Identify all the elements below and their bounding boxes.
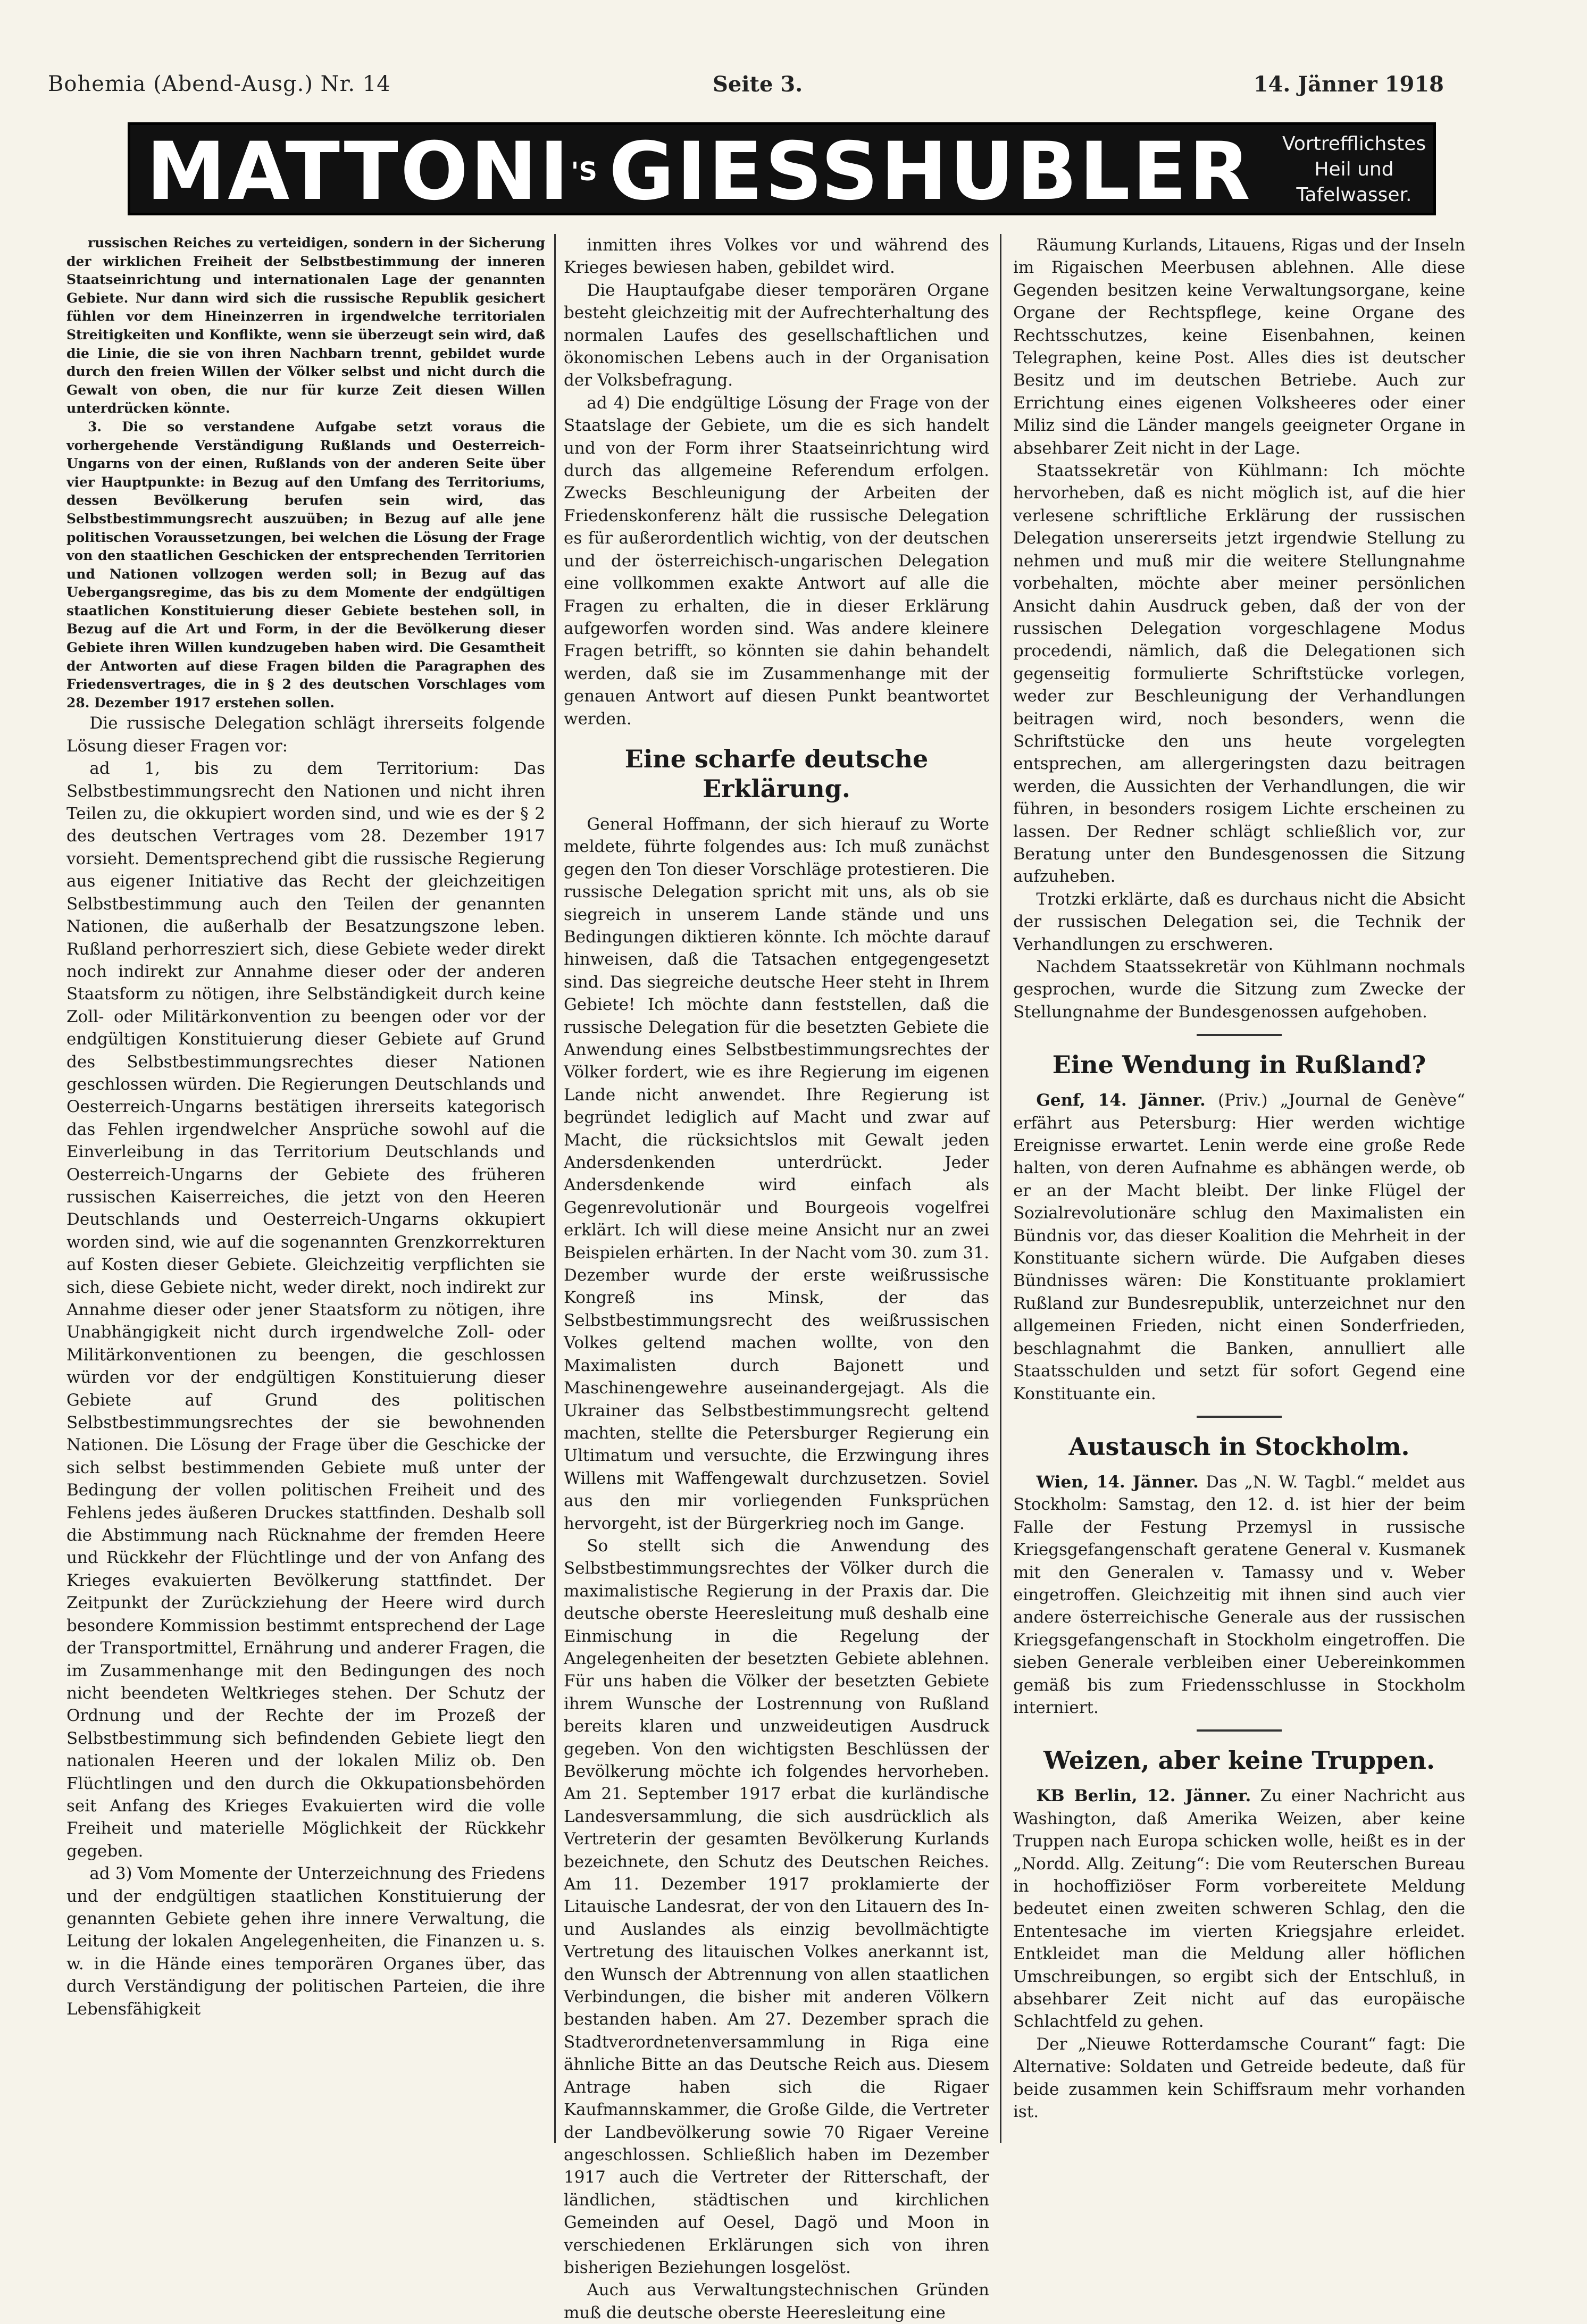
paragraph [1013, 1471, 1465, 1719]
paragraph-text: Das „N. W. Tagbl.“ meldet aus Stockholm: Samstag, den 12. d. ist hier der beim Falle der Festung Przemysl in russische Kriegsgefangenschaft geratene General v. Kusmanek mit den Generalen v. Tamassy und v. Weber eingetroffen. Gleichzeitig mit ihnen sind auch vier andere österreichische Generale aus der russischen Kriegsgefangenschaft in Stockholm eingetroffen. Die sieben Generale verbleiben einer Uebereinkommen gemäß bis zum Friedensschlusse in Stockholm interniert. [1013, 1472, 1466, 1717]
paragraph [1013, 1785, 1465, 2033]
paragraph: Räumung Kurlands, Litauens, Rigas und der Inseln im Rigaischen Meerbusen ablehnen. Alle diese Gegenden besitzen keine Verwaltungsorgane, keine Organe der Rechtspflege, keine Organe des Rechtsschutzes, keine Eisenbahnen, keinen Telegraphen, keine Post. Alles dies ist deutscher Besitz und im deutschen Betriebe. Auch zur Errichtung eines eigenen Volksheeres oder einer Miliz sind die Länder mangels geeigneter Organe in absehbarer Zeit nicht in der Lage. [1013, 236, 1465, 458]
running-header [48, 66, 1444, 104]
ad-brand-mattoni: MATTONI [146, 126, 571, 218]
article-headline: Austausch in Stockholm. [1068, 1432, 1410, 1461]
paragraph: inmitten ihres Volkes vor und während des Krieges bewiesen haben, gebildet wird. [564, 236, 989, 278]
article-headline: Eine Wendung in Rußland? [1052, 1050, 1426, 1080]
mattoni-advertisement [128, 122, 1436, 218]
paragraph: Nachdem Staatssekretär von Kühlmann nochmals gesprochen, wurde die Sitzung zum Zwecke der Stellungnahme der Bundesgenossen aufgehoben. [1013, 957, 1465, 1022]
paragraph: Auch aus Verwaltungstechnischen Gründen muß die deutsche oberste Heeresleitung eine [564, 2280, 989, 2322]
ad-tagline-line: Heil und [1314, 158, 1394, 180]
paragraph [1013, 1089, 1465, 1405]
ad-tagline [1282, 131, 1426, 208]
ad-tagline-line: Tafelwasser. [1296, 184, 1412, 206]
column-rule [1000, 234, 1001, 2143]
small-print-block [66, 234, 545, 712]
article-headline: Eine scharfe deutsche Erklärung. [624, 744, 929, 803]
paragraph: Die Hauptaufgabe dieser temporären Organe besteht gleichzeitig mit der Aufrechterhaltung des normalen Laufes des gesellschaftlichen und ökonomischen Lebens auch in der Organisation der Volksbefragung. [564, 280, 989, 390]
column-rule [554, 234, 556, 2143]
article-separator [1197, 1034, 1282, 1036]
column-2 [564, 234, 989, 2324]
dateline: Genf, 14. Jänner. [1036, 1091, 1206, 1110]
ad-brand-apostrophe: 'S [571, 157, 597, 187]
paragraph: General Hoffmann, der sich hierauf zu Worte meldete, führte folgendes aus: Ich muß zunächst gegen den Ton dieser Vorschläge protestieren. Die russische Delegation spricht mit uns, als ob sie siegreich in unserem Lande stände und uns Bedingungen diktieren könnte. Ich möchte darauf hinweisen, daß die Tatsachen entgegengesetzt sind. Das siegreiche deutsche Heer steht in Ihrem Gebiete! Ich möchte dann feststellen, daß die russische Delegation für die besetzten Gebiete die Anwendung eines Selbstbestimmungsrechtes der Völker fordert, wie es ihre Regierung im eigenen Lande nicht anwendet. Ihre Regierung ist begründet lediglich auf Macht und zwar auf Macht, die rücksichtslos mit Gewalt jeden Andersdenkenden unterdrückt. Jeder Andersdenkende wird einfach als Gegenrevolutionär und Bourgeois vogelfrei erklärt. Ich will diese meine Ansicht nur an zwei Beispielen erhärten. In der Nacht vom 30. zum 31. Dezember wurde der erste weißrussische Kongreß ins Minsk, der das Selbstbestimmungsrecht des weißrussischen Volkes geltend machen wollte, von den Maximalisten durch Bajonett und Maschinengewehre auseinandergejagt. Als die Ukrainer das Selbstbestimmungsrecht geltend machten, stellte die Petersburger Regierung ein Ultimatum und versuchte, die Erzwingung ihres Willens mit Waffengewalt durchzusetzen. Soviel aus den mir vorliegenden Funksprüchen hervorgeht, ist der Bürgerkrieg noch im Gange. [564, 814, 989, 1533]
article-separator [1197, 1416, 1282, 1418]
paragraph-text: (Priv.) „Journal de Genève“ erfährt aus Petersburg: Hier werden wichtige Ereignisse erwartet. Lenin werde eine große Rede halten, von deren Aufnahme es abhängen werde, ob er an der Macht bleibt. Der linke Flügel der Sozialrevolutionäre schlug den Maximalisten ein Bündnis vor, das dieser Koalition die Mehrheit in der Konstituante sichern würde. Die Aufgaben dieses Bündnisses wären: Die Konstituante proklamiert Rußland zur Bundesrepublik, unterzeichnet nur den allgemeinen Frieden, nicht einen Sonderfrieden, beschlagnahmt die Banken, annulliert alle Staatsschulden und setzt für sofort Gegend eine Konstituante ein. [1013, 1091, 1465, 1403]
dateline: Wien, 14. Jänner. [1036, 1472, 1199, 1492]
paragraph: So stellt sich die Anwendung des Selbstbestimmungsrechtes der Völker durch die maximalistische Regierung in der Praxis dar. Die deutsche oberste Heeresleitung muß deshalb eine Einmischung in die Regelung der Angelegenheiten der besetzten Gebiete ablehnen. Für uns haben die Völker der besetzten Gebiete ihrem Wunsche der Lostrennung von Rußland bereits klaren und unzweideutigen Ausdruck gegeben. Von den wichtigsten Beschlüssen der Bevölkerung möchte ich folgendes hervorheben. Am 21. September 1917 erbat die kurländische Landesversammlung, die sich ausdrücklich als Vertreterin der gesamten Bevölkerung Kurlands bezeichnete, den Schutz des Deutschen Reiches. Am 11. Dezember 1917 proklamierte der Litauische Landesrat, der von den Litauern des In- und Auslandes als einzig bevollmächtigte Vertretung des litauischen Volkes anerkannt ist, den Wunsch der Abtrennung von allen staatlichen Verbindungen, die bisher mit anderen Völkern bestanden haben. Am 27. Dezember sprach die Stadtverordnetenversammlung in Riga eine ähnliche Bitte an das Deutsche Reich aus. Diesem Antrage haben sich die Rigaer Kaufmannskammer, die Große Gilde, die Vertreter der Landbevölkerung sowie 70 Rigaer Vereine angeschlossen. Schließlich haben im Dezember 1917 auch die Vertreter der Ritterschaft, der ländlichen, städtischen und kirchlichen Gemeinden auf Oesel, Dagö und Moon in verschiedenen Erklärungen sich von ihren bisherigen Beziehungen losgelöst. [564, 1536, 989, 2277]
article-headline: Weizen, aber keine Truppen. [1043, 1746, 1435, 1775]
paragraph: Der „Nieuwe Rotterdamsche Courant“ fagt: Die Alternative: Soldaten und Getreide bedeute, daß für beide zusammen kein Schiffsraum mehr vorhanden ist. [1013, 2034, 1465, 2122]
ad-brand-giesshubler: GIESSHUBLER [608, 126, 1252, 218]
article-separator [1197, 1729, 1282, 1732]
ad-brand-name [146, 126, 1252, 218]
dateline: KB Berlin, 12. Jänner. [1036, 1786, 1251, 1806]
header-publication: Bohemia (Abend-Ausg.) Nr. 14 [48, 72, 391, 96]
paragraph: Trotzki erklärte, daß es durchaus nicht die Absicht der russischen Delegation sei, die Technik der Verhandlungen zu erschweren. [1013, 889, 1465, 954]
column-1 [66, 234, 545, 2020]
paragraph: ad 1, bis zu dem Territorium: Das Selbstbestimmungsrecht den Nationen und nicht ihren Teilen zu, die okkupiert worden sind, und wie es der § 2 des deutschen Vertrages vom 28. Dezember 1917 vorsieht. Dementsprechend gibt die russische Regierung aus eigener Initiative das Recht der gleichzeitigen Selbstbestimmung auch den Teilen der genannten Nationen, die außerhalb der Besatzungszone leben. Rußland perhorresziert sich, diese Gebiete weder direkt noch indirekt zur Annahme dieser oder der anderen Staatsform zu nötigen, ihre Selbständigkeit durch keine Zoll- oder Militärkonvention zu beengen oder vor der endgültigen Konstituierung dieser Gebiete auf Grund des Selbstbestimmungsrechtes dieser Nationen geschlossen würden. Die Regierungen Deutschlands und Oesterreich-Ungarns bestätigen ihrerseits kategorisch das Fehlen irgendwelcher Ansprüche sowohl auf die Einverleibung in das Territorium Deutschlands und Oesterreich-Ungarns der Gebiete des früheren russischen Kaiserreiches, die jetzt von den Heeren Deutschlands und Oesterreich-Ungarns okkupiert worden sind, wie auf die sogenannten Grenzkorrekturen auf Kosten dieser Gebiete. Gleichzeitig verpflichten sie sich, diese Gebiete nicht, weder direkt, noch indirekt zur Annahme dieser oder jener Staatsform zu nötigen, ihre Unabhängigkeit nicht durch irgendwelche Zoll- oder Militärkonventionen zu beengen, die geschlossen würden vor der endgültigen Konstituierung dieser Gebiete auf Grund des politischen Selbstbestimmungsrechtes der sie bewohnenden Nationen. Die Lösung der Frage über die Geschicke der sich selbst bestimmenden Gebiete muß unter der Bedingung der vollen politischen Freiheit und des Fehlens jedes äußeren Druckes stattfinden. Deshalb soll die Abstimmung nach Rücknahme der fremden Heere und Rückkehr der Flüchtlinge und der von Anfang des Krieges evakuierten Bevölkerung stattfindet. Der Zeitpunkt der Zurückziehung der Heere wird durch besondere Kommission bestimmt entsprechend der Lage der Transportmittel, Ernährung und anderer Fragen, die im Zusammenhange mit den Bedingungen des noch nicht beendeten Weltkrieges stehen. Der Schutz der Ordnung und der Rechte der im Prozeß der Selbstbestimmung sich befindenden Gebiete liegt den nationalen Heeren und der lokalen Miliz ob. Den Flüchtlingen und den durch die Okkupationsbehörden seit Anfang des Krieges Evakuierten wird die volle Freiheit und materielle Möglichkeit der Rückkehr gegeben. [66, 759, 545, 1861]
column-3 [1013, 234, 1465, 2123]
paragraph-text: Zu einer Nachricht aus Washington, daß Amerika Weizen, aber keine Truppen nach Europa schicken wolle, heißt es in der „Nordd. Allg. Zeitung“: Die vom Reuterschen Bureau in hochoffiziöser Form vorbereitete Meldung bedeutet einen zweiten schweren Schlag, den die Ententesache im vierten Kriegsjahre erleidet. Entkleidet man die Meldung aller höflichen Umschreibungen, so ergibt sich der Entschluß, in absehbarer Zeit nicht auf das europäische Schlachtfeld zu gehen. [1013, 1786, 1466, 2032]
paragraph: russischen Reiches zu verteidigen, sondern in der Sicherung der wirklichen Freiheit der Selbstbestimmung der inneren Staatseinrichtung und internationalen Lage der genannten Gebiete. Nur dann wird sich die russische Republik gesichert fühlen vor dem Hineinzerren in irgendwelche territorialen Streitigkeiten und Konflikte, wenn sie überzeugt sein wird, daß die Linie, die sie von ihren Nachbarn trennt, gebildet wurde durch den freien Willen der Völker selbst und nicht durch die Gewalt von oben, die nur für kurze Zeit diesen Willen unterdrücken könnte. [66, 235, 545, 416]
header-date: 14. Jänner 1918 [1253, 72, 1444, 97]
ad-tagline-line: Vortrefflichstes [1282, 133, 1426, 155]
paragraph: 3. Die so verstandene Aufgabe setzt voraus die vorhergehende Verständigung Rußlands und Oesterreich-Ungarns von der einen, Rußlands von der anderen Seite über vier Hauptpunkte: in Bezug auf den Umfang des Territoriums, dessen Bevölkerung berufen sein wird, das Selbstbestimmungsrecht auszuüben; in Bezug auf alle jene politischen Voraussetzungen, bei welchen die Lösung der Frage von den staatlichen Geschicken der entsprechenden Territorien und Nationen vollzogen werden soll; in Bezug auf das Uebergangsregime, das bis zu dem Momente der endgültigen staatlichen Konstituierung dieser Gebiete bestehen soll, in Bezug auf die Art und Form, in der die Bevölkerung dieser Gebiete ihren Willen kundzugeben haben wird. Die Gesamtheit der Antworten auf diese Fragen bilden die Paragraphen des Friedensvertrages, die in § 2 des deutschen Vorschlages vom 28. Dezember 1917 erstehen sollen. [66, 419, 545, 710]
header-page-number: Seite 3. [713, 72, 803, 97]
paragraph: Staatssekretär von Kühlmann: Ich möchte hervorheben, daß es nicht möglich ist, auf die hier verlesene schriftliche Erklärung der russischen Delegation unsererseits jetzt irgendwie Stellung zu nehmen und muß mir die weitere Stellungnahme vorbehalten, möchte aber meiner persönlichen Ansicht dahin Ausdruck geben, daß der von der russischen Delegation vorgeschlagene Modus procedendi, nämlich, daß die Delegationen sich gegenseitig formulierte Schriftstücke vorlegen, weder zur Beschleunigung der Verhandlungen beitragen wird, noch besonders, wenn die Schriftstücke den uns heute vorgelegten entsprechen, am allergeringsten dazu beitragen werden, die Aussichten der Verhandlungen, die wir führen, in besonders rosigem Lichte erscheinen zu lassen. Der Redner schlägt schließlich vor, zur Beratung unter den Bundesgenossen die Sitzung aufzuheben. [1013, 461, 1465, 887]
paragraph: Die russische Delegation schlägt ihrerseits folgende Lösung dieser Fragen vor: [66, 714, 545, 756]
paragraph: ad 4) Die endgültige Lösung der Frage von der Staatslage der Gebiete, um die es sich handelt und von der Form ihrer Staatseinrichtung wird durch das allgemeine Referendum erfolgen. Zwecks Beschleunigung der Arbeiten der Friedenskonferenz hält die russische Delegation es für außerordentlich wichtig, von der deutschen und der österreichisch-ungarischen Delegation eine vollkommen exakte Antwort auf alle die Fragen zu erhalten, die in dieser Erklärung aufgeworfen worden sind. Was andere kleinere Fragen betrifft, so könnten sie dahin behandelt werden, daß sie im Zusammenhange mit der genauen Antwort auf diesen Punkt beantwortet werden. [564, 393, 989, 729]
paragraph: ad 3) Vom Momente der Unterzeichnung des Friedens und der endgültigen staatlichen Konstituierung der genannten Gebiete gehen ihre innere Verwaltung, die Leitung der lokalen Angelegenheiten, die Finanzen u. s. w. in die Hände eines temporären Organes über, das durch Verständigung der politischen Parteien, die ihre Lebensfähigkeit [66, 1864, 545, 2019]
